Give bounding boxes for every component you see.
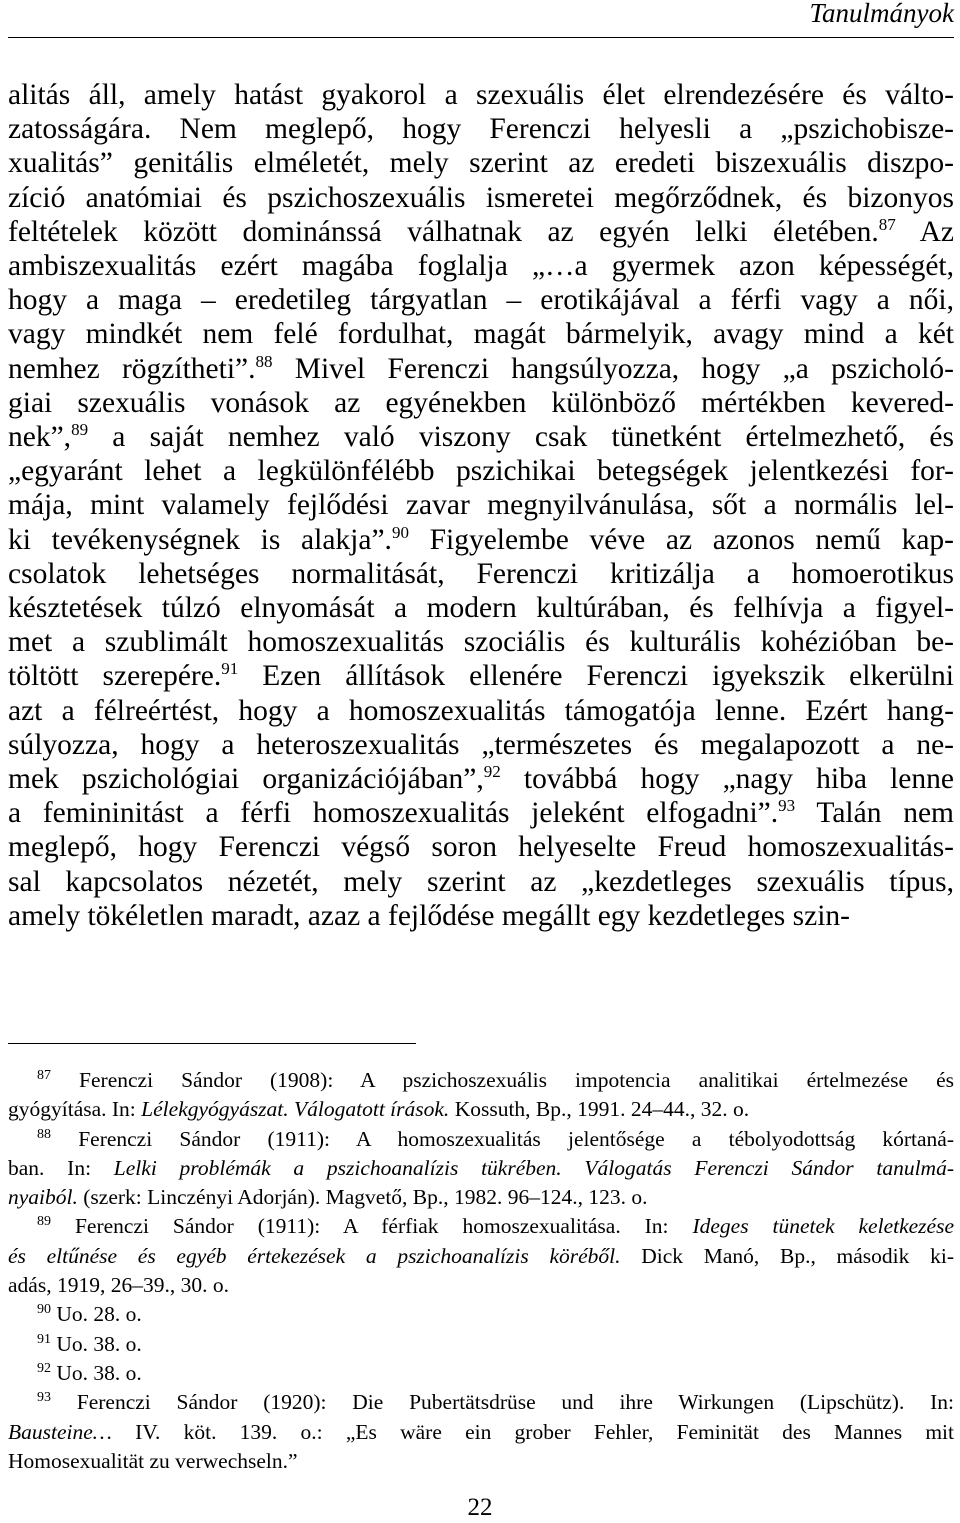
body-text-run: feltételek között dominánssá válhatnak az egyén lelki életében. (8, 215, 879, 248)
body-line (8, 796, 954, 830)
body-line (8, 694, 954, 728)
body-text-run: amely tökéletlen maradt, azaz a fejlődése megállt egy kezdetleges szin- (8, 899, 850, 932)
footnote-number: 92 (37, 1360, 51, 1376)
body-line (8, 146, 954, 180)
body-text-run: xualitás” genitális elméletét, mely szerint az eredeti biszexuális diszpo- (8, 147, 954, 180)
body-line (8, 386, 954, 420)
footnote-divider (8, 1043, 416, 1044)
footnote-text-run: IV. köt. 139. o.: „Es wäre ein grober Fehler, Feminität des Mannes mit (111, 1419, 954, 1444)
body-text-run: Talán nem (795, 797, 954, 830)
footnote-line (8, 1359, 954, 1388)
footnote-87 (8, 1066, 954, 1125)
page-number: 22 (467, 1494, 493, 1521)
body-text-run: nemhez rögzítheti”. (8, 352, 256, 385)
footnote-90 (8, 1300, 954, 1329)
body-line (8, 112, 954, 146)
footnote-ref: 91 (221, 659, 239, 679)
body-text-run: mek pszichológiai organizációjában”, (8, 763, 484, 796)
footnote-93 (8, 1388, 954, 1476)
body-line (8, 420, 954, 454)
body-text-run: súlyozza, hogy a heteroszexualitás „természetes és megalapozott a ne- (8, 728, 954, 761)
body-text-run: Mivel Ferenczi hangsúlyozza, hogy „a pszicholó- (272, 352, 954, 385)
footnote-ref: 92 (483, 762, 501, 782)
footnote-text-run: Dick Manó, Bp., második ki- (620, 1243, 954, 1268)
body-text-run: met a szublimált homoszexualitás szociális és kulturális kohézióban be- (8, 626, 954, 659)
body-text-run: Ezen állítások ellenére Ferenczi igyekszik elkerülni (238, 660, 954, 693)
footnote-ref: 89 (71, 420, 89, 440)
footnote-line (8, 1095, 954, 1124)
footnote-line (8, 1330, 954, 1359)
running-head-title: Tanulmányok (809, 0, 954, 28)
body-line (8, 78, 954, 112)
body-line (8, 865, 954, 899)
body-text-run: alitás áll, amely hatást gyakorol a szexuális élet elrendezésére és válto- (8, 79, 954, 111)
footnote-line (8, 1125, 954, 1154)
footnote-number: 87 (37, 1068, 51, 1083)
footnote-title: nyaiból. (8, 1185, 78, 1210)
footnote-number: 93 (37, 1390, 51, 1406)
footnote-title: Ideges tünetek keletkezése (692, 1214, 954, 1239)
footnote-88 (8, 1125, 954, 1213)
body-text-run: csolatok lehetséges normalitását, Ferenczi kritizálja a homoerotikus (8, 557, 954, 590)
body-text-run: zíció anatómiai és pszichoszexuális ismeretei megőrződnek, és bizonyos (8, 181, 954, 214)
body-text-run: sal kapcsolatos nézetét, mely szerint az „kezdetleges szexuális típus, (8, 865, 954, 898)
body-text-run: zatosságára. Nem meglepő, hogy Ferenczi helyesli a „pszichobisze- (8, 113, 954, 146)
footnote-number: 91 (37, 1331, 51, 1347)
footnote-line (8, 1212, 954, 1241)
body-line (8, 249, 954, 283)
body-line (8, 283, 954, 317)
body-text-run: továbbá hogy „nagy hiba lenne (500, 763, 954, 796)
footnote-line (8, 1271, 954, 1300)
body-text-run: mája, mint valamely fejlődési zavar megnyilvánulása, sőt a normális lel- (8, 489, 954, 522)
footnote-title: Lélekgyógyászat. Válogatott írások. (141, 1097, 450, 1122)
body-text-run: azt a félreértést, hogy a homoszexualitás támogatója lenne. Ezért hang- (8, 694, 954, 727)
footnote-line (8, 1154, 954, 1183)
body-line (8, 625, 954, 659)
body-text-run: hogy a maga – eredetileg tárgyatlan – erotikájával a férfi vagy a női, (8, 284, 954, 317)
footnote-text-run: Homosexualität zu verwechseln.” (8, 1448, 298, 1473)
footnote-ref: 87 (878, 214, 896, 234)
body-line (8, 317, 954, 351)
footnote-line (8, 1447, 954, 1476)
footnote-number: 88 (37, 1126, 51, 1142)
body-line (8, 659, 954, 693)
footnote-line (8, 1300, 954, 1329)
body-text-run: ambiszexualitás ezért magába foglalja „…a gyermek azon képességét, (8, 250, 954, 283)
body-text-run: a saját nemhez való viszony csak tünetként értelmezhető, és (88, 421, 954, 454)
running-head (8, 0, 954, 38)
footnote-line (8, 1066, 954, 1095)
body-text-run: „egyaránt lehet a legkülönfélébb pszichikai betegségek jelentkezési for- (8, 455, 954, 488)
body-line (8, 728, 954, 762)
footnote-number: 89 (37, 1214, 51, 1230)
body-line (8, 352, 954, 386)
footnote-number: 90 (37, 1302, 51, 1318)
body-line (8, 591, 954, 625)
footnote-title: Lelki problémák a pszichoanalízis tükrében. Válogatás Ferenczi Sándor tanulmá- (113, 1155, 954, 1180)
footnote-line (8, 1183, 954, 1212)
footnote-text-run: Uo. 28. o. (56, 1302, 142, 1327)
body-text-run: Figyelembe véve az azonos nemű kap- (408, 523, 954, 556)
footnote-text-run: (szerk: Linczényi Adorján). Magvető, Bp., 1982. 96–124., 123. o. (77, 1185, 648, 1210)
footnote-92 (8, 1359, 954, 1388)
footnote-text-run: Uo. 38. o. (56, 1360, 142, 1385)
footnotes (8, 1066, 954, 1476)
footnote-text-run: Ferenczi Sándor (1911): A homoszexualitás jelentősége a tébolyodottság kórtaná- (78, 1126, 955, 1151)
footnote-ref: 93 (778, 796, 796, 816)
body-line (8, 454, 954, 488)
footnote-line (8, 1418, 954, 1447)
footnote-text-run: Kossuth, Bp., 1991. 24–44., 32. o. (449, 1097, 750, 1122)
body-line (8, 762, 954, 796)
body-text-run: giai szexuális vonások az egyénekben különböző mértékben kevered- (8, 386, 954, 419)
body-line (8, 830, 954, 864)
body-text-run: töltött szerepére. (8, 660, 222, 693)
body-text-run: Az (895, 215, 954, 248)
body-text-run: nek”, (8, 421, 72, 454)
body-text-run: vagy mindkét nem felé fordulhat, magát bármelyik, avagy mind a két (8, 318, 954, 351)
footnote-text-run: Ferenczi Sándor (1908): A pszichoszexuális impotencia analitikai értelmezése és (79, 1068, 954, 1092)
body-line (8, 523, 954, 557)
body-text (8, 78, 954, 933)
body-text-run: késztetések túlzó elnyomását a modern kultúrában, és felhívja a figyel- (8, 592, 954, 625)
body-line (8, 181, 954, 215)
footnote-line (8, 1242, 954, 1271)
body-text-run: a femininitást a férfi homoszexualitás jeleként elfogadni”. (8, 797, 779, 830)
body-line (8, 488, 954, 522)
footnote-title: Bausteine… (8, 1419, 112, 1444)
footnote-text-run: ban. In: (8, 1155, 114, 1180)
body-text-run: meglepő, hogy Ferenczi végső soron helyeselte Freud homoszexualitás- (8, 831, 954, 864)
footnote-line (8, 1388, 954, 1417)
body-text-run: ki tevékenységnek is alakja”. (8, 523, 392, 556)
body-line (8, 557, 954, 591)
footnote-text-run: Ferenczi Sándor (1911): A férfiak homoszexualitása. In: (74, 1214, 693, 1239)
body-line (8, 215, 954, 249)
footnote-text-run: Uo. 38. o. (56, 1331, 142, 1356)
footnote-text-run: Ferenczi Sándor (1920): Die Pubertätsdrüse und ihre Wirkungen (Lipschütz). In: (76, 1390, 954, 1415)
body-line (8, 899, 954, 933)
footnote-title: és eltűnése és egyéb értekezések a pszichoanalízis köréből. (8, 1243, 621, 1268)
footnote-text-run: adás, 1919, 26–39., 30. o. (8, 1273, 229, 1298)
footnote-ref: 88 (255, 351, 273, 371)
footnote-89 (8, 1212, 954, 1300)
footnote-ref: 90 (391, 522, 409, 542)
footnote-91 (8, 1330, 954, 1359)
footnote-text-run: gyógyítása. In: (8, 1097, 142, 1122)
